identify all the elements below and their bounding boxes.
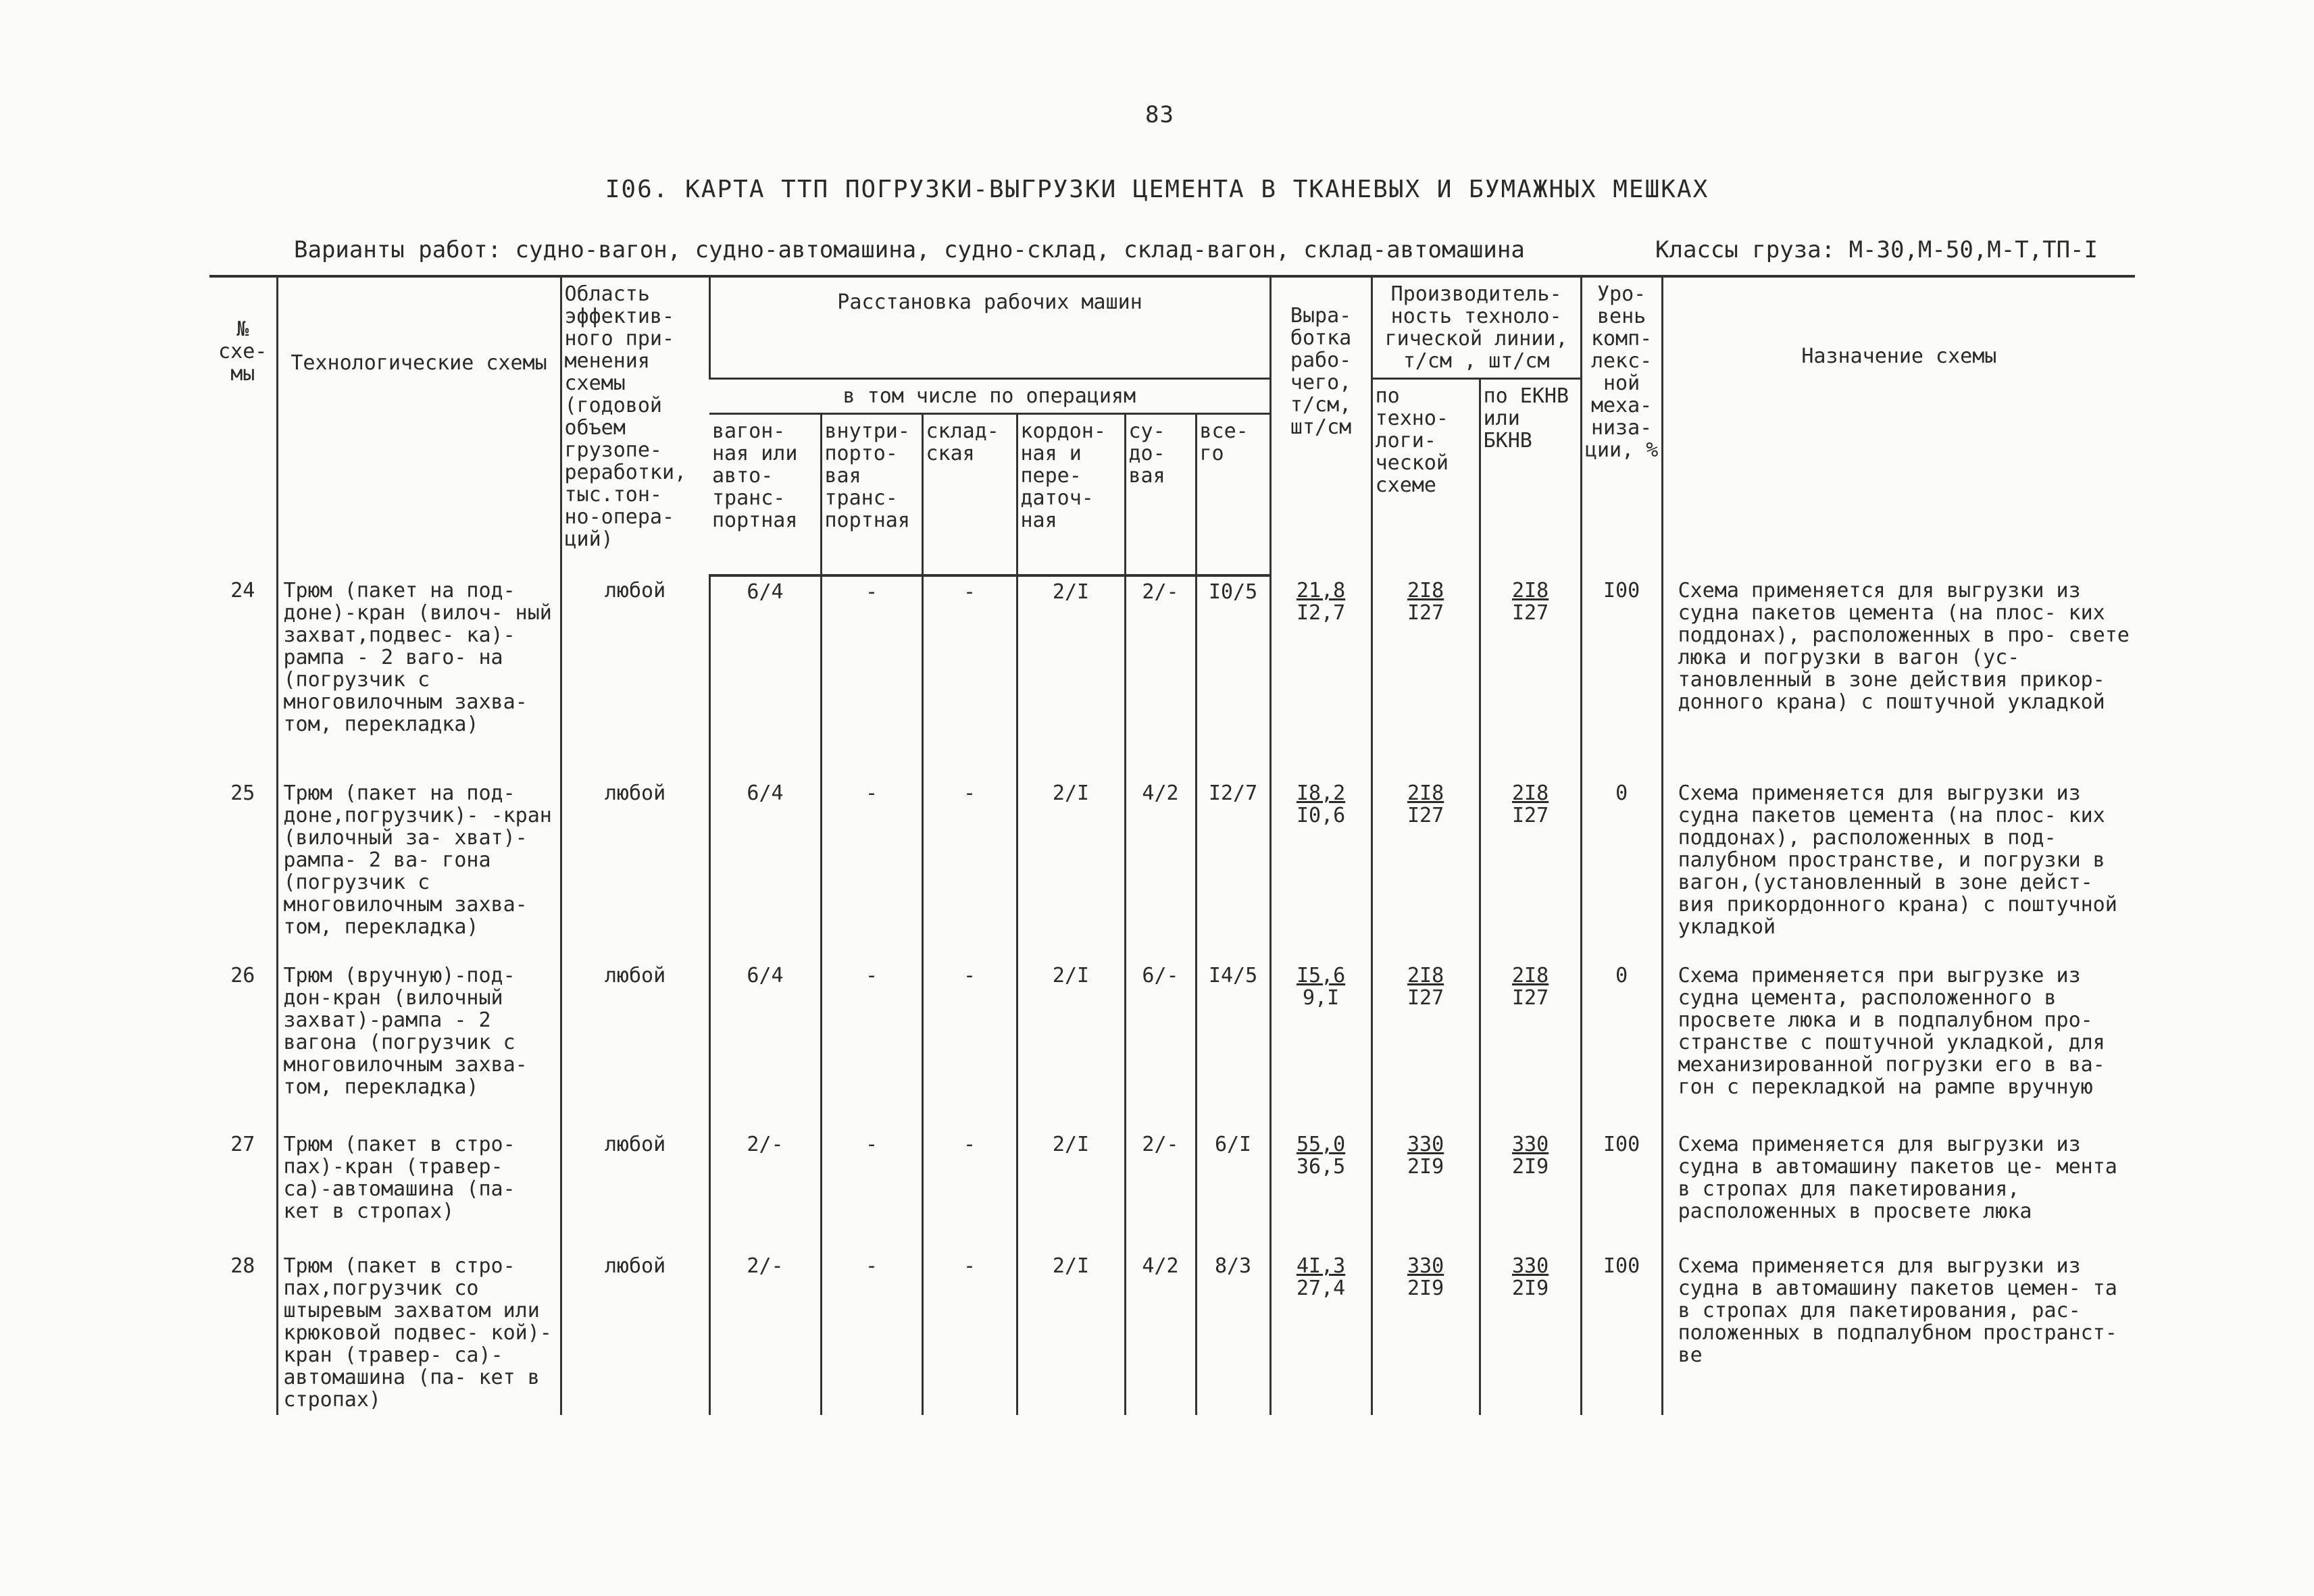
header-tech: Технологические схемы (277, 276, 561, 575)
output-pieces: 9,I (1302, 986, 1340, 1010)
table-row (209, 1251, 2135, 1415)
row-purpose: Схема применяется для выгрузки из судна в автомашину пакетов це- мента в стропах для пакетирования, расположенных в просвете люка (1662, 1129, 2135, 1251)
row-output (1270, 1251, 1372, 1415)
page-title: I06. КАРТА ТТП ПОГРУЗКИ-ВЫГРУЗКИ ЦЕМЕНТА В ТКАНЕВЫХ И БУМАЖНЫХ МЕШКАХ (605, 176, 1709, 203)
header-prod-ekhv: по ЕКНВ или БКНВ (1480, 379, 1581, 576)
row-mech: I00 (1581, 1129, 1662, 1251)
table-row (209, 778, 2135, 960)
prod-ekhv-tons: 2I8 (1511, 579, 1549, 602)
prod-tech-pieces: I27 (1407, 804, 1444, 827)
row-inner: - (821, 960, 922, 1129)
row-purpose: Схема применяется для выгрузки из судна пакетов цемента (на плос- ких поддонах), расположенных в под- палубном пространстве, и погрузки в вагон,(установленный в зоне дейст- вия прикордонного крана) с поштучной укладкой (1662, 778, 2135, 960)
header-op-kordon: кордон- ная и пере- даточ- ная (1017, 414, 1125, 576)
prod-tech-pieces: 2I9 (1407, 1277, 1444, 1300)
row-inner: - (821, 778, 922, 960)
row-inner: - (821, 1251, 922, 1415)
row-prod-tech (1372, 575, 1480, 778)
row-wagon: 6/4 (709, 960, 821, 1129)
row-sklad: - (922, 1129, 1017, 1251)
row-sudo: 2/- (1125, 575, 1196, 778)
row-scheme: Трюм (пакет в стро- пах,погрузчик со штыревым захватом или крюковой подвес- кой)-кран (травер- са)-автомашина (па- кет в стропах) (277, 1251, 561, 1415)
row-kordon: 2/I (1017, 960, 1125, 1129)
header-op-inner: внутри- порто- вая транс- портная (821, 414, 922, 576)
cargo-classes: Классы груза: М-30,М-50,М-Т,ТП-I (1655, 236, 2098, 263)
row-num: 25 (230, 781, 255, 805)
row-total: I4/5 (1196, 960, 1270, 1129)
row-scheme: Трюм (пакет в стро- пах)-кран (травер- са)-автомашина (па- кет в стропах) (277, 1129, 561, 1251)
work-variants: Варианты работ: судно-вагон, судно-автомашина, судно-склад, склад-вагон, склад-автомашина (294, 236, 1525, 263)
row-prod-ekhv (1480, 1129, 1581, 1251)
prod-ekhv-pieces: I27 (1511, 601, 1549, 625)
row-purpose: Схема применяется для выгрузки из судна пакетов цемента (на плос- ких поддонах), расположенных в про- свете люка и погрузки в вагон (ус- тановленный в зоне действия прикор- донного крана) с поштучной укладкой (1662, 575, 2135, 778)
table-header (209, 276, 2135, 575)
row-purpose: Схема применяется при выгрузке из судна цемента, расположенного в просвете люка и в подпалубном про- странстве с поштучной укладкой, для механизированной погрузки его в ва- гон с перекладкой на рампе вручную (1662, 960, 2135, 1129)
prod-tech-pieces: I27 (1407, 986, 1444, 1010)
row-num: 28 (230, 1254, 255, 1278)
row-total: I0/5 (1196, 575, 1270, 778)
row-wagon: 6/4 (709, 778, 821, 960)
row-sudo: 4/2 (1125, 1251, 1196, 1415)
row-num: 26 (230, 964, 255, 987)
output-tons: 4I,3 (1296, 1254, 1346, 1278)
row-prod-tech (1372, 960, 1480, 1129)
tech-card-table (209, 275, 2135, 1415)
row-scheme: Трюм (вручную)-под- дон-кран (вилочный захват)-рампа - 2 вагона (погрузчик с многовилочным захва- том, перекладка) (277, 960, 561, 1129)
row-prod-ekhv (1480, 1251, 1581, 1415)
row-wagon: 6/4 (709, 575, 821, 778)
row-sudo: 2/- (1125, 1129, 1196, 1251)
row-output (1270, 960, 1372, 1129)
prod-ekhv-tons: 2I8 (1511, 781, 1549, 805)
row-output (1270, 575, 1372, 778)
row-inner: - (821, 575, 922, 778)
header-including: в том числе по операциям (709, 379, 1270, 414)
output-pieces: 27,4 (1296, 1277, 1346, 1300)
row-kordon: 2/I (1017, 1251, 1125, 1415)
prod-ekhv-pieces: 2I9 (1511, 1277, 1549, 1300)
table-row (209, 960, 2135, 1129)
prod-tech-tons: 2I8 (1407, 964, 1444, 987)
row-total: I2/7 (1196, 778, 1270, 960)
header-mech: Уро- вень комп- лекс- ной меха- низа- ции, % (1581, 276, 1662, 575)
prod-tech-tons: 2I8 (1407, 781, 1444, 805)
prod-tech-pieces: I27 (1407, 601, 1444, 625)
row-purpose: Схема применяется для выгрузки из судна в автомашину пакетов цемен- та в стропах для пакетирования, рас- положенных в подпалубном пространст- ве (1662, 1251, 2135, 1415)
output-tons: I8,2 (1296, 781, 1346, 805)
output-pieces: 36,5 (1296, 1155, 1346, 1179)
row-num: 27 (230, 1133, 255, 1156)
prod-ekhv-pieces: 2I9 (1511, 1155, 1549, 1179)
row-sklad: - (922, 1251, 1017, 1415)
prod-ekhv-tons: 330 (1511, 1254, 1549, 1278)
page-number: 83 (1145, 101, 1174, 128)
row-mech: I00 (1581, 575, 1662, 778)
row-prod-tech (1372, 1129, 1480, 1251)
row-sklad: - (922, 960, 1017, 1129)
row-scheme: Трюм (пакет на под- доне)-кран (вилоч- ный захват,подвес- ка)-рампа - 2 ваго- на (погрузчик с многовилочным захва- том, перекладка) (277, 575, 561, 778)
prod-ekhv-pieces: I27 (1511, 804, 1549, 827)
header-prod-tech: по техно- логи- ческой схеме (1372, 379, 1480, 576)
row-area: любой (561, 1251, 709, 1415)
prod-tech-tons: 330 (1407, 1254, 1444, 1278)
header-op-total: все- го (1196, 414, 1270, 576)
row-output (1270, 1129, 1372, 1251)
output-pieces: I2,7 (1296, 601, 1346, 625)
prod-tech-tons: 2I8 (1407, 579, 1444, 602)
row-area: любой (561, 1129, 709, 1251)
row-total: 6/I (1196, 1129, 1270, 1251)
header-area: Область эффектив- ного при- менения схемы (годовой объем грузопе- реработки, тыс.тон- но-опера- ций) (561, 276, 709, 575)
output-pieces: I0,6 (1296, 804, 1346, 827)
row-wagon: 2/- (709, 1129, 821, 1251)
row-prod-ekhv (1480, 778, 1581, 960)
row-mech: I00 (1581, 1251, 1662, 1415)
header-placement: Расстановка рабочих машин (709, 276, 1270, 379)
prod-ekhv-tons: 330 (1511, 1133, 1549, 1156)
table-row (209, 575, 2135, 778)
header-purpose: Назначение схемы (1662, 276, 2135, 575)
output-tons: 55,0 (1296, 1133, 1346, 1156)
row-sklad: - (922, 575, 1017, 778)
row-mech: 0 (1581, 960, 1662, 1129)
header-op-sklad: склад- ская (922, 414, 1017, 576)
row-inner: - (821, 1129, 922, 1251)
row-scheme: Трюм (пакет на под- доне,погрузчик)- -кран (вилочный за- хват)-рампа- 2 ва- гона (погрузчик с многовилочным захва- том, перекладка) (277, 778, 561, 960)
row-area: любой (561, 778, 709, 960)
prod-tech-tons: 330 (1407, 1133, 1444, 1156)
header-productivity: Производитель- ность техноло- гической линии, т/см , шт/см (1372, 276, 1581, 379)
header-output: Выра- ботка рабо- чего, т/см, шт/см (1270, 276, 1372, 575)
output-tons: I5,6 (1296, 964, 1346, 987)
header-op-sudo: су- до- вая (1125, 414, 1196, 576)
output-tons: 21,8 (1296, 579, 1346, 602)
prod-tech-pieces: 2I9 (1407, 1155, 1444, 1179)
row-prod-tech (1372, 778, 1480, 960)
row-wagon: 2/- (709, 1251, 821, 1415)
row-area: любой (561, 960, 709, 1129)
header-op-wagon: вагон- ная или авто- транс- портная (709, 414, 821, 576)
prod-ekhv-tons: 2I8 (1511, 964, 1549, 987)
row-num: 24 (230, 579, 255, 602)
row-sudo: 4/2 (1125, 778, 1196, 960)
row-kordon: 2/I (1017, 778, 1125, 960)
table-row (209, 1129, 2135, 1251)
row-prod-tech (1372, 1251, 1480, 1415)
row-prod-ekhv (1480, 960, 1581, 1129)
row-output (1270, 778, 1372, 960)
table-body (209, 575, 2135, 1415)
row-kordon: 2/I (1017, 1129, 1125, 1251)
row-prod-ekhv (1480, 575, 1581, 778)
row-sklad: - (922, 778, 1017, 960)
row-sudo: 6/- (1125, 960, 1196, 1129)
row-total: 8/3 (1196, 1251, 1270, 1415)
header-num: № схе- мы (209, 276, 277, 575)
row-mech: 0 (1581, 778, 1662, 960)
prod-ekhv-pieces: I27 (1511, 986, 1549, 1010)
row-area: любой (561, 575, 709, 778)
row-kordon: 2/I (1017, 575, 1125, 778)
